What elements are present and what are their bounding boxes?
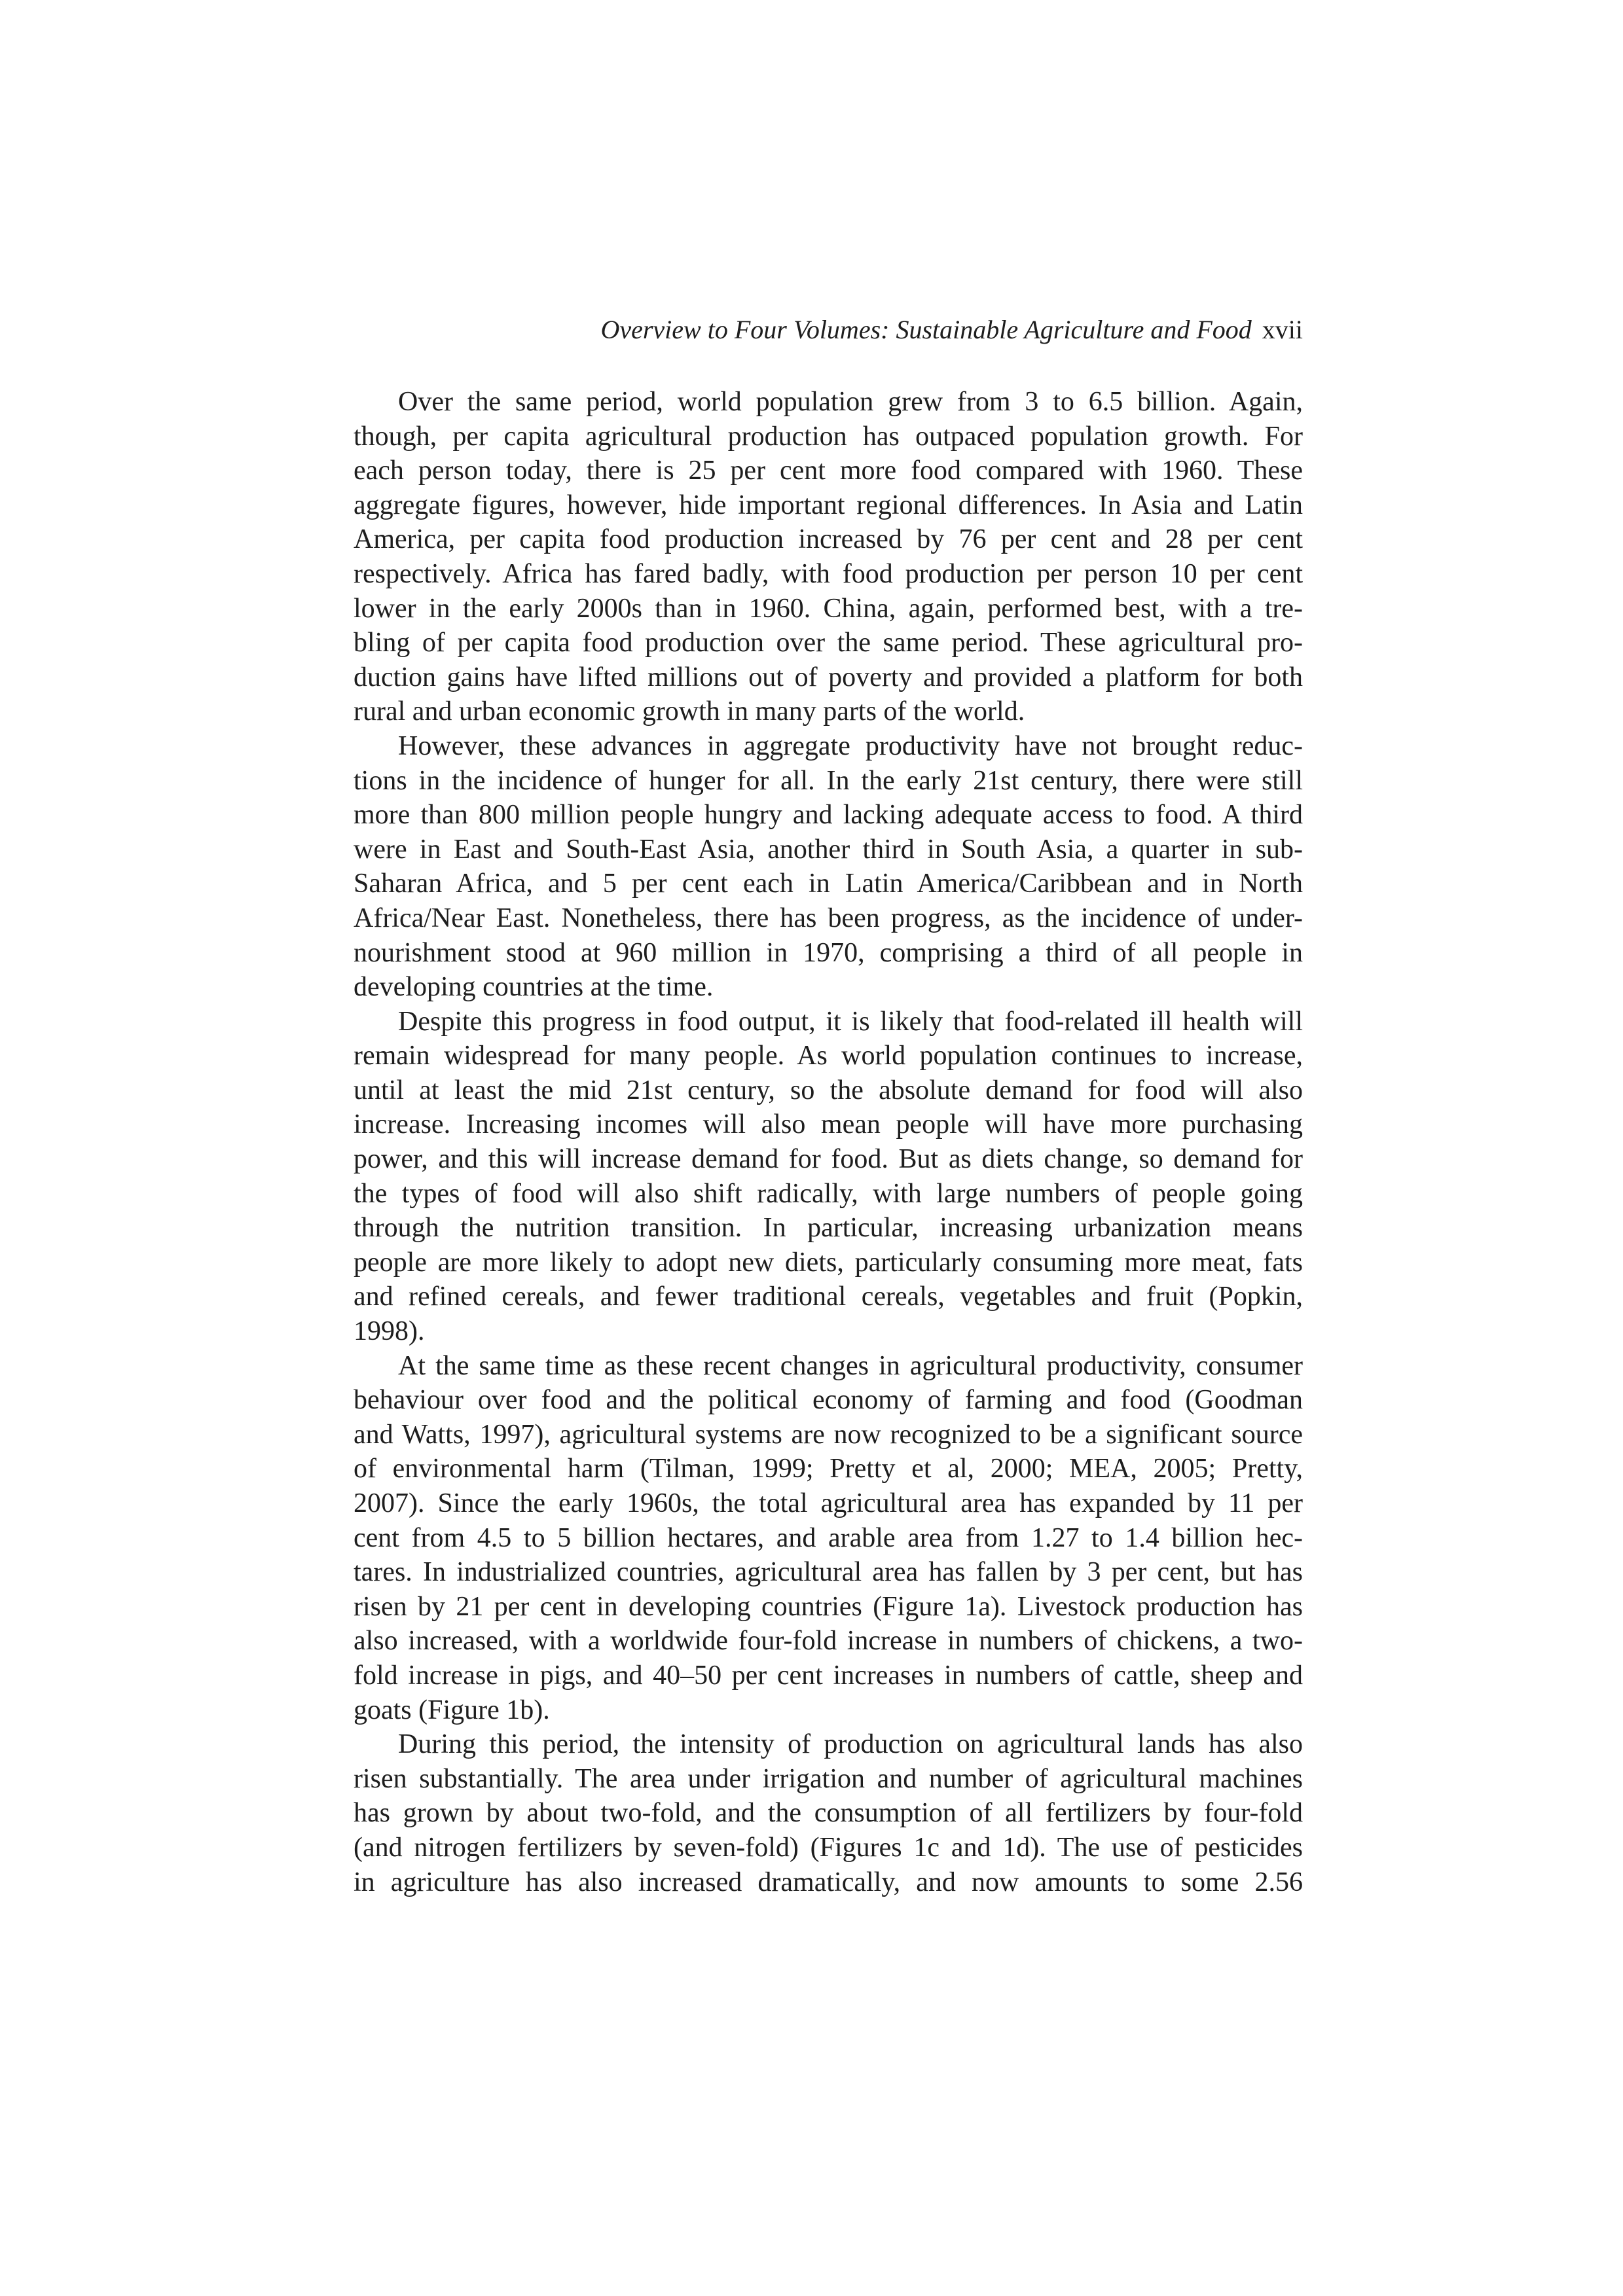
text-line: duction gains have lifted millions out of poverty and provided a platform for both bbox=[354, 662, 1303, 692]
text-line: nourishment stood at 960 million in 1970, comprising a third of all people in bbox=[354, 937, 1303, 968]
text-line: also increased, with a worldwide four-fold increase in numbers of chickens, a two- bbox=[354, 1626, 1303, 1657]
text-line: Despite this progress in food output, it is likely that food-related ill health will bbox=[398, 1006, 1303, 1037]
text-line: 1998). bbox=[354, 1316, 425, 1347]
text-line: rural and urban economic growth in many parts of the world. bbox=[354, 696, 1025, 727]
text-line: lower in the early 2000s than in 1960. China, again, performed best, with a tre- bbox=[354, 593, 1303, 624]
paragraph-environmental-harm bbox=[354, 1349, 1303, 1728]
text-line: During this period, the intensity of production on agricultural lands has also bbox=[398, 1729, 1303, 1760]
text-line: of environmental harm (Tilman, 1999; Pretty et al, 2000; MEA, 2005; Pretty, bbox=[354, 1454, 1303, 1484]
text-line: tares. In industrialized countries, agricultural area has fallen by 3 per cent, but has bbox=[354, 1557, 1303, 1588]
text-line: each person today, there is 25 per cent more food compared with 1960. These bbox=[354, 456, 1303, 486]
text-line: increase. Increasing incomes will also mean people will have more purchasing bbox=[354, 1109, 1303, 1140]
text-line: (and nitrogen fertilizers by seven-fold) (Figures 1c and 1d). The use of pesticides bbox=[354, 1832, 1303, 1863]
text-line: developing countries at the time. bbox=[354, 972, 714, 1003]
text-line: respectively. Africa has fared badly, with food production per person 10 per cent bbox=[354, 558, 1303, 589]
text-line: people are more likely to adopt new diets, particularly consuming more meat, fats bbox=[354, 1247, 1303, 1278]
text-line: behaviour over food and the political economy of farming and food (Goodman bbox=[354, 1385, 1303, 1416]
text-line: risen substantially. The area under irrigation and number of agricultural machines bbox=[354, 1763, 1303, 1794]
text-line: cent from 4.5 to 5 billion hectares, and arable area from 1.27 to 1.4 billion hec- bbox=[354, 1522, 1303, 1553]
text-line: tions in the incidence of hunger for all. In the early 21st century, there were still bbox=[354, 765, 1303, 796]
paragraph-food-health bbox=[354, 1005, 1303, 1349]
text-line: has grown by about two-fold, and the consumption of all fertilizers by four-fold bbox=[354, 1798, 1303, 1829]
text-line: though, per capita agricultural production has outpaced population growth. For bbox=[354, 421, 1303, 452]
text-line: 2007). Since the early 1960s, the total agricultural area has expanded by 11 per bbox=[354, 1488, 1303, 1518]
text-line: fold increase in pigs, and 40–50 per cent increases in numbers of cattle, sheep and bbox=[354, 1660, 1303, 1691]
text-line: remain widespread for many people. As world population continues to increase, bbox=[354, 1041, 1303, 1071]
text-line: aggregate figures, however, hide important regional differences. In Asia and Latin bbox=[354, 490, 1303, 520]
text-line: were in East and South-East Asia, another third in South Asia, a quarter in sub- bbox=[354, 834, 1303, 865]
body-text bbox=[354, 385, 1303, 1899]
paragraph-production-intensity bbox=[354, 1727, 1303, 1899]
text-line: the types of food will also shift radically, with large numbers of people going bbox=[354, 1178, 1303, 1209]
text-line: through the nutrition transition. In particular, increasing urbanization means bbox=[354, 1213, 1303, 1244]
text-line: and refined cereals, and fewer traditional cereals, vegetables and fruit (Popkin, bbox=[354, 1282, 1303, 1312]
text-line: more than 800 million people hungry and lacking adequate access to food. A third bbox=[354, 800, 1303, 831]
text-line: risen by 21 per cent in developing countries (Figure 1a). Livestock production has bbox=[354, 1591, 1303, 1622]
text-line: power, and this will increase demand for food. But as diets change, so demand for bbox=[354, 1144, 1303, 1175]
text-line: in agriculture has also increased dramatically, and now amounts to some 2.56 bbox=[354, 1867, 1303, 1897]
text-line: until at least the mid 21st century, so the absolute demand for food will also bbox=[354, 1075, 1303, 1105]
paragraph-hunger bbox=[354, 729, 1303, 1005]
text-line: However, these advances in aggregate productivity have not brought reduc- bbox=[398, 730, 1303, 761]
text-line: bling of per capita food production over the same period. These agricultural pro- bbox=[354, 628, 1303, 658]
text-line: America, per capita food production increased by 76 per cent and 28 per cent bbox=[354, 524, 1303, 555]
text-line: and Watts, 1997), agricultural systems are now recognized to be a significant source bbox=[354, 1419, 1303, 1450]
text-line: Africa/Near East. Nonetheless, there has been progress, as the incidence of under- bbox=[354, 903, 1303, 933]
page-number: xvii bbox=[1262, 315, 1303, 344]
text-line: At the same time as these recent changes in agricultural productivity, consumer bbox=[398, 1350, 1303, 1381]
text-line: goats (Figure 1b). bbox=[354, 1695, 550, 1725]
running-header bbox=[354, 313, 1303, 347]
text-line: Over the same period, world population grew from 3 to 6.5 billion. Again, bbox=[398, 387, 1303, 417]
running-header-title: Overview to Four Volumes: Sustainable Agriculture and Food bbox=[600, 315, 1252, 344]
text-line: Saharan Africa, and 5 per cent each in Latin America/Caribbean and in North bbox=[354, 869, 1303, 899]
paragraph-population-growth bbox=[354, 385, 1303, 729]
